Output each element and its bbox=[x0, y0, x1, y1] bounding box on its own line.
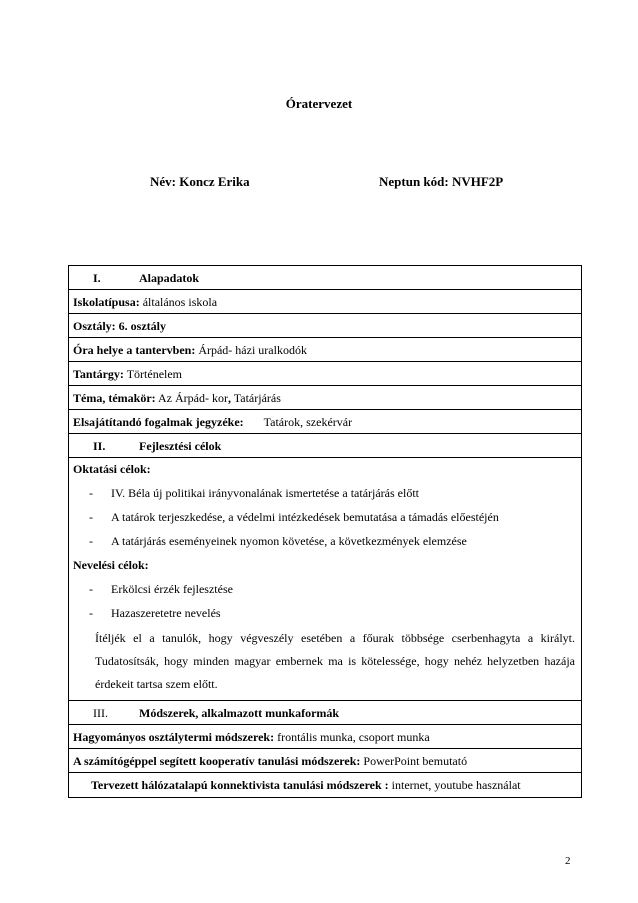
page-number: 2 bbox=[565, 855, 571, 867]
curriculum-value: Árpád- házi uralkodók bbox=[198, 343, 307, 357]
school-type-label: Iskolatípusa: bbox=[73, 295, 140, 309]
list-item: - Erkölcsi érzék fejlesztése bbox=[89, 582, 233, 596]
document-title: Óratervezet bbox=[285, 96, 353, 111]
concepts-value: Tatárok, szekérvár bbox=[263, 415, 353, 429]
concepts-row bbox=[69, 410, 581, 434]
section-heading-basic-data bbox=[69, 266, 581, 290]
computer-methods-label: A számítógéppel segített kooperatív tanulási módszerek: bbox=[73, 754, 361, 768]
traditional-methods-label: Hagyományos osztálytermi módszerek: bbox=[73, 730, 275, 744]
topic-label: Téma, témakör: bbox=[73, 391, 156, 405]
section-heading-development-goals bbox=[69, 434, 581, 458]
goals-block bbox=[69, 458, 581, 701]
lesson-plan-table bbox=[68, 265, 582, 798]
topic-row bbox=[69, 386, 581, 410]
edu-goals-label: Oktatási célok: bbox=[73, 462, 151, 476]
traditional-methods-row bbox=[69, 725, 581, 749]
list-item: - IV. Béla új politikai irányvonalának ismertetése a tatárjárás előtt bbox=[89, 486, 420, 500]
network-methods-row bbox=[69, 773, 581, 797]
section-number: III. bbox=[93, 706, 108, 720]
traditional-methods-value: frontális munka, csoport munka bbox=[277, 730, 430, 744]
class-row: Osztály: 6. osztály bbox=[69, 314, 581, 338]
curriculum-row bbox=[69, 338, 581, 362]
school-type-row bbox=[69, 290, 581, 314]
section-title: Alapadatok bbox=[139, 271, 200, 285]
school-type-value: általános iskola bbox=[142, 295, 218, 309]
section-number: II. bbox=[93, 439, 106, 453]
list-item: - A tatárok terjeszkedése, a védelmi intézkedések bemutatása a támadás előestéjén bbox=[89, 510, 499, 524]
subject-row bbox=[69, 362, 581, 386]
section-heading-methods bbox=[69, 701, 581, 725]
section-title: Fejlesztési célok bbox=[139, 439, 222, 453]
list-item: - Hazaszeretetre nevelés bbox=[89, 606, 221, 620]
section-number: I. bbox=[93, 271, 101, 285]
network-methods-label: Tervezett hálózatalapú konnektivista tanulási módszerek : bbox=[91, 778, 389, 792]
concepts-label: Elsajátítandó fogalmak jegyzéke: bbox=[73, 415, 244, 429]
computer-methods-row bbox=[69, 749, 581, 773]
computer-methods-value: PowerPoint bemutató bbox=[363, 754, 468, 768]
neptun-code: Neptun kód: NVHF2P bbox=[379, 174, 504, 189]
subject-label: Tantárgy: bbox=[73, 367, 124, 381]
upbringing-paragraph: Ítéljék el a tanulók, hogy végveszély esetében a főurak többsége cserbenhagyta a királyt. Tudatosítsák, hogy minden magyar embernek ma is kötelessége, hogy nehéz helyzetben hazája érdekeit tartsa szem előtt. bbox=[95, 631, 575, 691]
topic-value: Az Árpád- kor bbox=[157, 391, 228, 405]
curriculum-label: Óra helye a tantervben: bbox=[73, 343, 196, 357]
subject-value: Történelem bbox=[126, 367, 183, 381]
list-item: - A tatárjárás eseményeinek nyomon követése, a következmények elemzése bbox=[89, 534, 467, 548]
network-methods-value: internet, youtube használat bbox=[391, 778, 521, 792]
section-title: Módszerek, alkalmazott munkaformák bbox=[139, 706, 340, 720]
topic-separator: , bbox=[227, 391, 231, 405]
upbringing-goals-label: Nevelési célok: bbox=[73, 558, 149, 572]
topic-value-2: Tatárjárás bbox=[233, 391, 281, 405]
student-name: Név: Koncz Erika bbox=[150, 174, 250, 189]
